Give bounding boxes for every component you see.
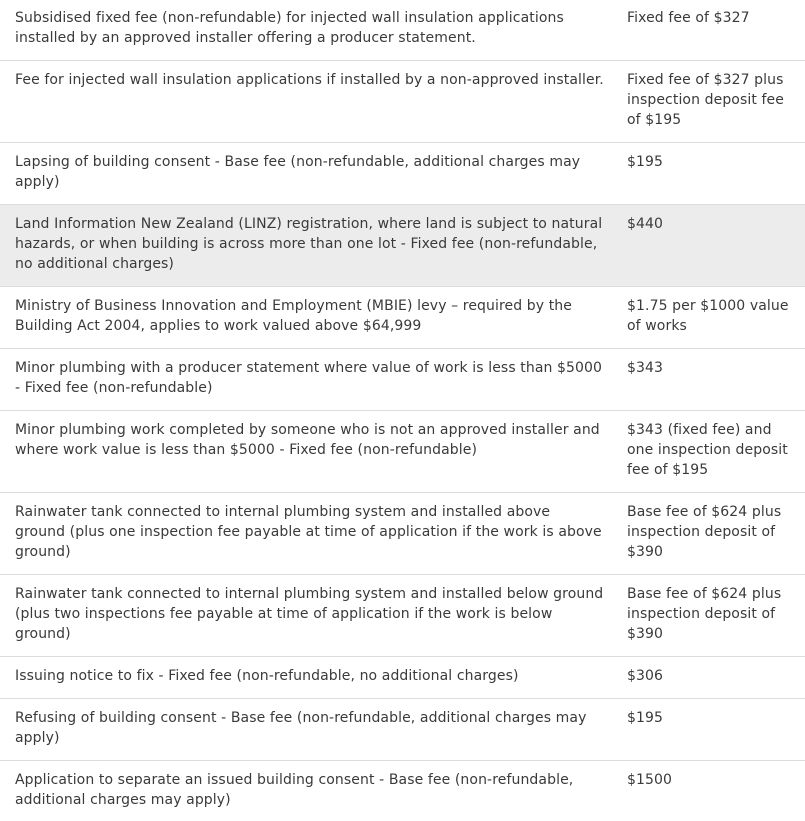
- fee-description: Rainwater tank connected to internal plumbing system and installed below ground (plus two inspections fee payable at time of application if the work is below ground): [15, 586, 604, 642]
- fee-amount: $1.75 per $1000 value of works: [627, 298, 789, 334]
- table-row: [0, 61, 805, 143]
- fee-description: Rainwater tank connected to internal plumbing system and installed above ground (plus one inspection fee payable at time of application if the work is above ground): [15, 504, 602, 560]
- fee-amount: Base fee of $624 plus inspection deposit of $390: [627, 586, 782, 642]
- fee-description: Minor plumbing with a producer statement where value of work is less than $5000 - Fixed fee (non-refundable): [15, 360, 603, 396]
- table-row: [0, 143, 805, 205]
- fee-description: Ministry of Business Innovation and Employment (MBIE) levy – required by the Building Act 2004, applies to work valued above $64,999: [15, 298, 572, 334]
- fee-amount: $306: [627, 668, 664, 684]
- fee-amount: $343: [627, 360, 664, 376]
- table-row: [0, 575, 805, 657]
- fee-amount: $195: [627, 710, 664, 726]
- table-row: [0, 205, 805, 287]
- table-row: [0, 349, 805, 411]
- fee-description: Minor plumbing work completed by someone who is not an approved installer and where work value is less than $5000 - Fixed fee (non-refundable): [15, 422, 600, 458]
- fee-amount: Fixed fee of $327: [627, 10, 750, 26]
- table-row: [0, 493, 805, 575]
- fee-description: Issuing notice to fix - Fixed fee (non-refundable, no additional charges): [15, 668, 519, 684]
- fee-description: Land Information New Zealand (LINZ) registration, where land is subject to natural hazards, or when building is across more than one lot - Fixed fee (non-refundable, no additional charges): [15, 216, 603, 272]
- fee-description: Lapsing of building consent - Base fee (non-refundable, additional charges may apply): [15, 154, 581, 190]
- table-row: [0, 287, 805, 349]
- table-row: [0, 761, 805, 821]
- fee-amount: $1500: [627, 772, 673, 788]
- fee-description: Refusing of building consent - Base fee (non-refundable, additional charges may apply): [15, 710, 587, 746]
- fee-amount: Base fee of $624 plus inspection deposit of $390: [627, 504, 782, 560]
- fee-amount: $440: [627, 216, 664, 232]
- fee-description: Fee for injected wall insulation applications if installed by a non-approved installer.: [15, 72, 604, 88]
- fee-amount: $343 (fixed fee) and one inspection deposit fee of $195: [627, 422, 788, 478]
- fee-description: Application to separate an issued building consent - Base fee (non-refundable, additional charges may apply): [15, 772, 574, 808]
- table-row: [0, 657, 805, 699]
- table-row: [0, 699, 805, 761]
- fee-amount: $195: [627, 154, 664, 170]
- table-row: [0, 411, 805, 493]
- fee-amount: Fixed fee of $327 plus inspection deposit fee of $195: [627, 72, 784, 128]
- table-row: [0, 0, 805, 61]
- fee-description: Subsidised fixed fee (non-refundable) for injected wall insulation applications installed by an approved installer offering a producer statement.: [15, 10, 564, 46]
